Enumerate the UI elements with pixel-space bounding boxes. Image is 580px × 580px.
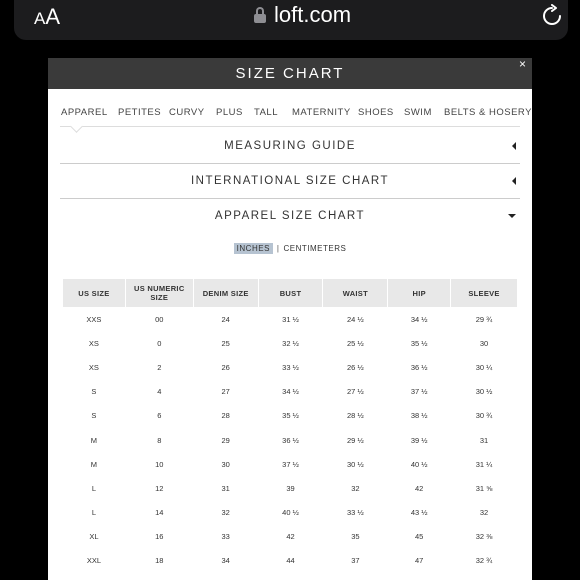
tab-plus[interactable]: PLUS	[216, 107, 243, 118]
cell-sleeve: 30	[479, 338, 489, 348]
cell-hip: 36 ½	[410, 362, 428, 372]
tab-belts-hosery[interactable]: BELTS & HOSERY	[444, 107, 532, 118]
text-size-small-a: A	[34, 9, 46, 28]
tab-apparel[interactable]: APPAREL	[61, 107, 108, 118]
cell-us-size: L	[91, 483, 96, 493]
cell-denim-size: 26	[221, 362, 230, 372]
text-size-large-a: A	[45, 4, 61, 29]
text-size-button[interactable]	[34, 4, 60, 30]
cell-sleeve: 32	[479, 508, 489, 518]
tab-shoes[interactable]: SHOES	[358, 107, 394, 118]
cell-denim-size: 33	[221, 532, 230, 542]
cell-us-size: M	[90, 459, 98, 469]
table-row	[63, 355, 517, 379]
cell-us-size: S	[91, 411, 97, 421]
table-row	[63, 307, 517, 331]
tab-swim[interactable]: SWIM	[404, 107, 432, 118]
cell-bust: 35 ½	[282, 411, 299, 421]
cell-denim-size: 29	[221, 435, 230, 445]
cell-us-numeric-size: 4	[157, 387, 162, 397]
cell-sleeve: 32 ¾	[475, 556, 493, 566]
cell-us-numeric-size: 2	[157, 362, 162, 372]
cell-us-numeric-size: 12	[155, 483, 164, 493]
cell-us-numeric-size: 14	[155, 508, 164, 518]
table-row	[63, 525, 517, 549]
cell-hip: 39 ½	[410, 435, 428, 445]
browser-address-bar	[0, 0, 580, 52]
header-waist: WAIST	[323, 279, 387, 307]
table-row	[63, 549, 517, 573]
cell-us-numeric-size: 00	[155, 314, 164, 324]
cell-hip: 38 ½	[410, 411, 428, 421]
tab-petites[interactable]: PETITES	[118, 107, 162, 118]
cell-bust: 42	[286, 532, 295, 542]
table-row	[63, 476, 517, 500]
cell-us-size: M	[90, 435, 98, 445]
cell-hip: 37 ½	[410, 387, 428, 397]
accordion-label: MEASURING GUIDE	[224, 140, 356, 152]
cell-hip: 34 ½	[410, 314, 428, 324]
collapsed-arrow-icon	[512, 177, 516, 185]
cell-sleeve: 29 ¾	[475, 314, 493, 324]
cell-denim-size: 30	[221, 459, 230, 469]
reload-icon[interactable]	[540, 4, 564, 28]
accordion-measuring-guide[interactable]	[60, 129, 520, 164]
category-tabs	[48, 89, 532, 133]
cell-bust: 40 ½	[282, 508, 299, 518]
cell-bust: 31 ½	[282, 314, 299, 324]
cell-bust: 37 ½	[282, 459, 299, 469]
cell-us-numeric-size: 0	[157, 338, 162, 348]
cell-denim-size: 24	[221, 314, 230, 324]
table-row	[63, 452, 517, 476]
table-row	[63, 501, 517, 525]
cell-us-size: S	[91, 387, 97, 397]
cell-us-size: XS	[88, 338, 99, 348]
cell-us-numeric-size: 16	[155, 532, 164, 542]
cell-waist: 33 ½	[347, 508, 364, 518]
cell-hip: 40 ½	[410, 459, 428, 469]
apparel-size-table	[62, 279, 518, 573]
cell-hip: 42	[415, 483, 424, 493]
expanded-arrow-icon	[508, 214, 516, 218]
header-us-numeric-size: US NUMERIC SIZE	[126, 279, 193, 307]
cell-us-numeric-size: 8	[157, 435, 162, 445]
cell-bust: 32 ½	[282, 338, 299, 348]
cell-bust: 36 ½	[282, 435, 299, 445]
tab-tall[interactable]: TALL	[254, 107, 279, 118]
cell-us-numeric-size: 10	[155, 459, 164, 469]
cell-hip: 47	[415, 556, 424, 566]
cell-sleeve: 32 ⅜	[475, 532, 493, 542]
lock-icon	[254, 7, 266, 23]
cell-waist: 27 ½	[347, 387, 364, 397]
cell-denim-size: 28	[221, 411, 230, 421]
header-denim-size: DENIM SIZE	[194, 279, 258, 307]
url-field[interactable]	[14, 0, 568, 40]
cell-us-size: L	[91, 508, 96, 518]
cell-denim-size: 27	[221, 387, 230, 397]
cell-denim-size: 31	[221, 483, 230, 493]
cell-us-numeric-size: 6	[157, 411, 162, 421]
cell-sleeve: 31 ¼	[475, 459, 493, 469]
cell-waist: 25 ½	[347, 338, 364, 348]
header-sleeve: SLEEVE	[451, 279, 517, 307]
close-icon[interactable]: ×	[518, 58, 528, 71]
unit-toggle	[48, 244, 532, 253]
cell-bust: 44	[286, 556, 295, 566]
header-bust: BUST	[259, 279, 323, 307]
cell-denim-size: 34	[221, 556, 230, 566]
cell-denim-size: 25	[221, 338, 230, 348]
cell-waist: 24 ½	[347, 314, 364, 324]
table-row	[63, 380, 517, 404]
cell-sleeve: 30 ¼	[475, 362, 493, 372]
cell-sleeve: 31 ⅝	[475, 483, 493, 493]
header-hip: HIP	[388, 279, 450, 307]
accordion-international-size-chart[interactable]	[60, 164, 520, 199]
cell-us-size: XXL	[86, 556, 101, 566]
tabs-divider	[60, 126, 520, 127]
unit-centimeters[interactable]: CENTIMETERS	[283, 244, 347, 253]
collapsed-arrow-icon	[512, 142, 516, 150]
table-row	[63, 404, 517, 428]
cell-bust: 34 ½	[282, 387, 299, 397]
modal-title: SIZE CHART	[235, 65, 345, 82]
table-row	[63, 428, 517, 452]
cell-waist: 30 ½	[347, 459, 364, 469]
size-chart-modal	[48, 58, 532, 580]
cell-waist: 37	[351, 556, 360, 566]
cell-denim-size: 32	[221, 508, 230, 518]
cell-hip: 45	[415, 532, 424, 542]
cell-bust: 39	[286, 483, 295, 493]
accordion-apparel-size-chart[interactable]	[60, 199, 520, 234]
cell-waist: 26 ½	[347, 362, 364, 372]
cell-waist: 35	[351, 532, 360, 542]
cell-waist: 29 ½	[347, 435, 364, 445]
cell-waist: 28 ½	[347, 411, 364, 421]
accordion-label: INTERNATIONAL SIZE CHART	[190, 175, 390, 187]
unit-inches[interactable]: INCHES	[234, 243, 273, 254]
unit-separator: |	[276, 244, 280, 253]
header-us-size: US SIZE	[63, 279, 125, 307]
cell-sleeve: 31	[479, 435, 489, 445]
cell-hip: 35 ½	[410, 338, 428, 348]
cell-hip: 43 ½	[410, 508, 428, 518]
url-domain[interactable]: loft.com	[274, 2, 352, 27]
table-header-row	[63, 279, 517, 307]
tab-maternity[interactable]: MATERNITY	[292, 107, 351, 118]
cell-bust: 33 ½	[282, 362, 299, 372]
cell-sleeve: 30 ¾	[475, 411, 493, 421]
accordion-label: APPAREL SIZE CHART	[214, 210, 366, 222]
modal-header	[48, 58, 532, 89]
tab-curvy[interactable]: CURVY	[169, 107, 205, 118]
cell-us-numeric-size: 18	[155, 556, 164, 566]
table-row	[63, 331, 517, 355]
cell-sleeve: 30 ½	[475, 387, 493, 397]
cell-waist: 32	[351, 483, 360, 493]
cell-us-size: XS	[88, 362, 99, 372]
cell-us-size: XXS	[86, 314, 102, 324]
cell-us-size: XL	[89, 532, 99, 542]
